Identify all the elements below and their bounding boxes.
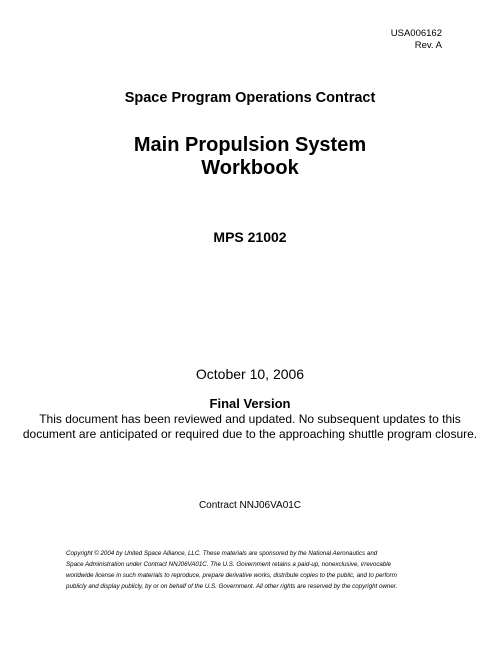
contract-title: Space Program Operations Contract bbox=[124, 90, 376, 106]
page-title bbox=[0, 134, 500, 180]
doc-id-number: USA006162 bbox=[390, 28, 442, 39]
version-title: Final Version bbox=[209, 396, 291, 411]
document-number: MPS 21002 bbox=[213, 229, 287, 245]
version-description: This document has been reviewed and updated. No subsequent updates to this document are anticipated or required due to the approaching shuttle program closure. bbox=[22, 412, 478, 441]
page-title-line-1: Main Propulsion System bbox=[133, 134, 367, 156]
document-identifier bbox=[391, 28, 442, 52]
revision-label: Rev. A bbox=[414, 40, 442, 51]
page-title-line-2: Workbook bbox=[201, 157, 299, 179]
document-date: October 10, 2006 bbox=[195, 366, 305, 382]
version-block bbox=[20, 396, 480, 442]
copyright-line-1: Copyright © 2004 by United Space Alliance, LLC. These materials are sponsored by the National Aeronautics and bbox=[66, 550, 378, 557]
copyright-line-4: publicly and display publicly, by or on behalf of the U.S. Government. All other rights are reserved by the copyright owner. bbox=[66, 583, 398, 590]
contract-number: Contract NNJ06VA01C bbox=[198, 500, 302, 511]
copyright-notice bbox=[66, 548, 438, 592]
copyright-line-2: Space Administration under Contract NNJ06VA01C. The U.S. Government retains a paid-up, nonexclusive, irrevocable bbox=[66, 561, 392, 568]
copyright-line-3: worldwide license in such materials to reproduce, prepare derivative works, distribute copies to the public, and to perform bbox=[66, 572, 397, 579]
